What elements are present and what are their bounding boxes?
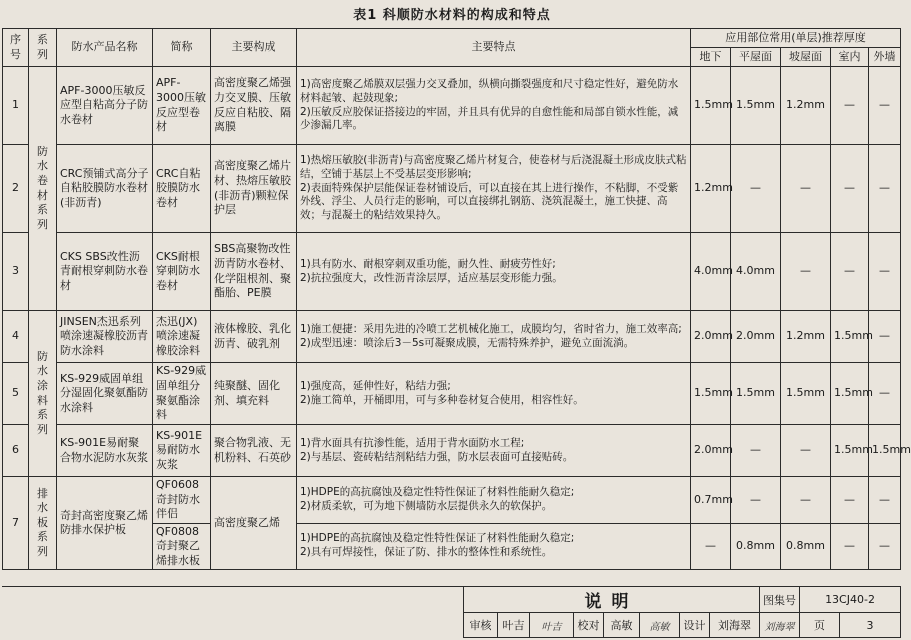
check-label: 校对	[574, 613, 604, 638]
page-number: 3	[840, 613, 901, 638]
header-basement: 地下	[691, 48, 731, 67]
designer-signature: 刘海翠	[760, 613, 800, 638]
title-row	[464, 587, 901, 613]
thk-indoor: —	[831, 67, 869, 145]
product-name: CKS SBS改性沥青耐根穿刺防水卷材	[57, 233, 153, 311]
features: 1)背水面具有抗渗性能，适用于背水面防水工程; 2)与基层、瓷砖粘结剂粘结力强，防水层表面可直接贴砖。	[297, 425, 691, 477]
product-name: 奇封高密度聚乙烯防排水保护板	[57, 477, 153, 570]
series-coating: 防水涂料系列	[29, 311, 57, 477]
thk-indoor: —	[831, 233, 869, 311]
product-name: KS-901E易耐聚合物水泥防水灰浆	[57, 425, 153, 477]
designer-name: 刘海翠	[710, 613, 760, 638]
header-row-1	[3, 29, 901, 48]
header-product-name: 防水产品名称	[57, 29, 153, 67]
review-label: 审核	[464, 613, 498, 638]
thk-flat-roof: 0.8mm	[731, 523, 781, 570]
short-name: QF0608奇封防水伴侣	[153, 477, 211, 524]
features: 1)热熔压敏胶(非沥青)与高密度聚乙烯片材复合，使卷材与后浇混凝土形成皮肤式粘结，空铺于基层上不受基层变形影响; 2)表面特殊保护层能保证卷材铺设后，可以直接在其上进行操作，不粘脚，不受紫外线、浮尘、人员行走的影响，可以直接绑扎钢筋、浇筑混凝土，施工快捷、高效；与混凝土的粘结效果持久。	[297, 145, 691, 233]
features: 1)施工便捷：采用先进的冷喷工艺机械化施工，成膜均匀，省时省力，施工效率高; 2)成型迅速：喷涂后3－5s可凝聚成膜，无需特殊养护，避免立面流淌。	[297, 311, 691, 363]
composition: 液体橡胶、乳化沥青、破乳剂	[211, 311, 297, 363]
thk-exterior-wall: —	[869, 67, 901, 145]
thk-slope-roof: 1.5mm	[781, 363, 831, 425]
short-name: 杰迅(JX)喷涂速凝橡胶涂料	[153, 311, 211, 363]
short-name: APF-3000压敏反应型卷材	[153, 67, 211, 145]
composition: 聚合物乳液、无机粉料、石英砂	[211, 425, 297, 477]
thk-flat-roof: —	[731, 145, 781, 233]
row-no: 3	[3, 233, 29, 311]
header-features: 主要特点	[297, 29, 691, 67]
header-flat-roof: 平屋面	[731, 48, 781, 67]
row-no: 7	[3, 477, 29, 570]
product-name: JINSEN杰迅系列喷涂速凝橡胶沥青防水涂料	[57, 311, 153, 363]
thk-basement: 2.0mm	[691, 425, 731, 477]
thk-basement: 2.0mm	[691, 311, 731, 363]
thk-slope-roof: 1.2mm	[781, 311, 831, 363]
table-row	[3, 67, 901, 145]
table-row	[3, 233, 901, 311]
materials-table	[2, 28, 911, 570]
row-no: 2	[3, 145, 29, 233]
table-title: 表1 科顺防水材料的构成和特点	[353, 8, 551, 23]
table-row	[3, 477, 901, 524]
features: 1)HDPE的高抗腐蚀及稳定性特性保证了材料性能耐久稳定; 2)具有可焊接性，保证了防、排水的整体性和系统性。	[297, 523, 691, 570]
thk-exterior-wall: —	[869, 145, 901, 233]
short-name: CKS耐根穿刺防水卷材	[153, 233, 211, 311]
header-exterior-wall: 外墙	[869, 48, 901, 67]
thk-basement: —	[691, 523, 731, 570]
design-label: 设计	[680, 613, 710, 638]
thk-basement: 1.5mm	[691, 363, 731, 425]
row-no: 5	[3, 363, 29, 425]
header-short-name: 简称	[153, 29, 211, 67]
thk-slope-roof: 1.2mm	[781, 67, 831, 145]
row-no: 6	[3, 425, 29, 477]
short-name: KS-901E易耐防水灰浆	[153, 425, 211, 477]
thk-basement: 0.7mm	[691, 477, 731, 524]
composition: 高密度聚乙烯强力交叉膜、压敏反应自粘胶、隔离膜	[211, 67, 297, 145]
checker-signature: 高敏	[640, 613, 680, 638]
title-block	[463, 586, 901, 638]
thk-indoor: —	[831, 145, 869, 233]
product-name: CRC预铺式高分子自粘胶膜防水卷材(非沥青)	[57, 145, 153, 233]
blank-area	[2, 586, 463, 639]
composition: SBS高聚物改性沥青防水卷材、化学阻根剂、聚酯胎、PE膜	[211, 233, 297, 311]
reviewer-name: 叶吉	[498, 613, 530, 638]
short-name: QF0808奇封聚乙烯排水板	[153, 523, 211, 570]
thk-flat-roof: —	[731, 425, 781, 477]
thk-flat-roof: —	[731, 477, 781, 524]
thk-flat-roof: 4.0mm	[731, 233, 781, 311]
short-name: KS-929威固单组分聚氨酯涂料	[153, 363, 211, 425]
thk-flat-roof: 2.0mm	[731, 311, 781, 363]
thk-exterior-wall: —	[869, 233, 901, 311]
header-indoor: 室内	[831, 48, 869, 67]
series-membrane: 防水卷材系列	[29, 67, 57, 311]
thk-basement: 1.2mm	[691, 145, 731, 233]
thk-slope-roof: —	[781, 425, 831, 477]
series-drainage: 排水板系列	[29, 477, 57, 570]
thk-exterior-wall: —	[869, 311, 901, 363]
thk-exterior-wall: —	[869, 477, 901, 524]
header-seq: 序号	[3, 29, 29, 67]
thk-flat-roof: 1.5mm	[731, 363, 781, 425]
composition: 纯聚醚、固化剂、填充料	[211, 363, 297, 425]
features: 1)高密度聚乙烯膜双层强力交叉叠加，纵横向撕裂强度和尺寸稳定性好，避免防水材料起皱、起鼓现象; 2)压敏反应胶保证搭接边的牢固，并且具有优异的自愈性能和局部自锁水性能，减少渗漏几率。	[297, 67, 691, 145]
thk-slope-roof: —	[781, 145, 831, 233]
thk-slope-roof: 0.8mm	[781, 523, 831, 570]
row-no: 1	[3, 67, 29, 145]
thk-slope-roof: —	[781, 477, 831, 524]
composition: 高密度聚乙烯	[211, 477, 297, 570]
thk-indoor: 1.5mm	[831, 363, 869, 425]
thk-indoor: —	[831, 523, 869, 570]
checker-name: 高敏	[604, 613, 640, 638]
product-name: APF-3000压敏反应型自粘高分子防水卷材	[57, 67, 153, 145]
thk-indoor: 1.5mm	[831, 311, 869, 363]
table-row	[3, 311, 901, 363]
thk-exterior-wall: —	[869, 523, 901, 570]
features: 1)HDPE的高抗腐蚀及稳定性特性保证了材料性能耐久稳定; 2)材质柔软，可为地下侧墙防水层提供永久的软保护。	[297, 477, 691, 524]
short-name: CRC自粘胶膜防水卷材	[153, 145, 211, 233]
thk-exterior-wall: —	[869, 363, 901, 425]
product-name: KS-929威固单组分湿固化聚氨酯防水涂料	[57, 363, 153, 425]
header-thickness-group: 应用部位常用(单层)推荐厚度	[691, 29, 901, 48]
features: 1)具有防水、耐根穿刺双重功能，耐久性、耐疲劳性好; 2)抗拉强度大，改性沥青涂层厚，适应基层变形能力强。	[297, 233, 691, 311]
thk-flat-roof: 1.5mm	[731, 67, 781, 145]
page-label: 页	[800, 613, 840, 638]
thk-indoor: 1.5mm	[831, 425, 869, 477]
table-row	[3, 363, 901, 425]
thk-basement: 1.5mm	[691, 67, 731, 145]
atlas-no: 13CJ40-2	[800, 587, 901, 613]
thk-slope-roof: —	[781, 233, 831, 311]
composition: 高密度聚乙烯片材、热熔压敏胶(非沥青)颗粒保护层	[211, 145, 297, 233]
table-row	[3, 425, 901, 477]
thk-indoor: —	[831, 477, 869, 524]
features: 1)强度高，延伸性好，粘结力强; 2)施工简单，开桶即用，可与多种卷材复合使用，相容性好。	[297, 363, 691, 425]
header-series: 系列	[29, 29, 57, 67]
row-no: 4	[3, 311, 29, 363]
table-row	[3, 145, 901, 233]
atlas-no-label: 图集号	[760, 587, 800, 613]
header-composition: 主要构成	[211, 29, 297, 67]
thk-basement: 4.0mm	[691, 233, 731, 311]
doc-title: 说明	[464, 587, 760, 613]
thk-exterior-wall: 1.5mm	[869, 425, 901, 477]
reviewer-signature: 叶吉	[530, 613, 574, 638]
signature-row	[464, 613, 901, 638]
header-slope-roof: 坡屋面	[781, 48, 831, 67]
